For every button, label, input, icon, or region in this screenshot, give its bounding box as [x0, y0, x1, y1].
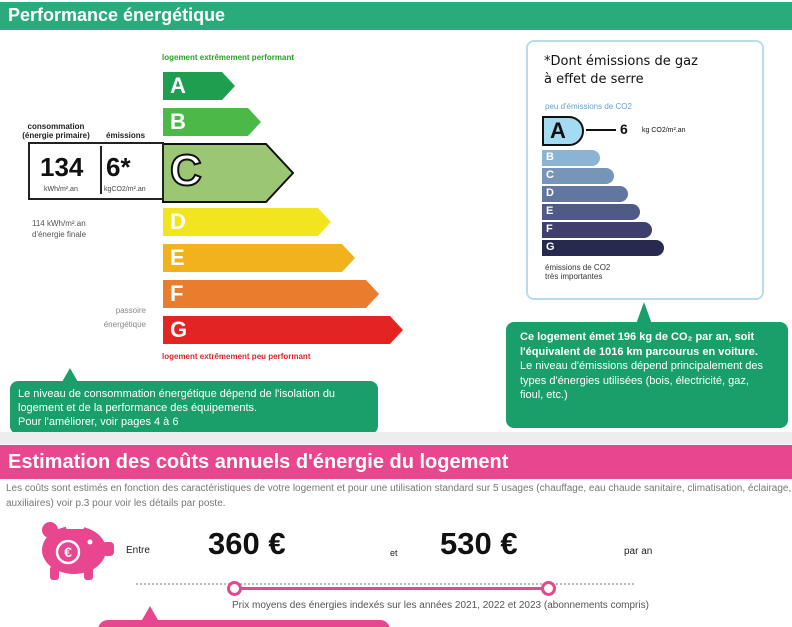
energy-class-letter: G — [170, 317, 188, 342]
energy-class-f — [162, 279, 380, 309]
energy-class-letter: F — [170, 281, 184, 306]
ges-class-c — [542, 168, 614, 184]
energy-class-e — [162, 243, 356, 273]
ges-class-letter: E — [546, 205, 554, 217]
energy-class-letter: C — [170, 146, 202, 195]
consumption-value: 134 — [40, 152, 84, 182]
range-start-marker — [227, 581, 242, 596]
ges-title: *Dont émissions de gaz à effet de serre — [544, 54, 698, 87]
ges-class-e — [542, 204, 640, 220]
callout-pointer — [636, 302, 652, 324]
energy-class-letter: B — [170, 109, 186, 134]
ges-class-f — [542, 222, 652, 238]
per-year-label: par an — [624, 546, 653, 557]
consumption-label: consommation (énergie primaire) — [22, 122, 90, 140]
callout-pointer — [142, 606, 158, 620]
range-bar — [234, 587, 548, 590]
passoire-label: passoire énergétique — [103, 306, 146, 329]
energy-class-g — [162, 315, 404, 345]
emissions-value: 6* — [106, 152, 131, 182]
ges-class-a — [542, 116, 584, 146]
energy-class-letter: D — [170, 209, 186, 234]
ges-class-letter: A — [550, 118, 566, 143]
consumption-note: Le niveau de consommation énergétique dépend de l'isolation du logement et de la performance des équipements. — [18, 388, 336, 414]
improve-note: Pour l'améliorer, voir pages 4 à 6 — [18, 416, 179, 428]
callout-pointer — [62, 368, 78, 382]
ges-bottom-label: émissions de CO2 très importantes — [545, 263, 611, 281]
rating-divider — [100, 146, 102, 194]
final-energy-note: 114 kWh/m².an d'énergie finale — [32, 219, 87, 239]
costs-callout — [98, 620, 390, 627]
consumption-unit: kWh/m².an — [44, 186, 78, 193]
energy-class-a — [162, 71, 236, 101]
piggy-bank-euro-icon — [32, 520, 116, 582]
range-end-marker — [541, 581, 556, 596]
energy-class-d — [162, 207, 332, 237]
and-label: et — [390, 548, 398, 558]
emissions-callout — [506, 322, 788, 428]
ges-current-unit: kg CO2/m².an — [642, 127, 686, 134]
ges-class-letter: F — [546, 223, 553, 235]
energy-class-b — [162, 107, 262, 137]
emissions-label: émissions — [106, 131, 146, 140]
section-separator — [0, 432, 792, 444]
scale-bottom-label: logement extrêmement peu performant — [162, 352, 311, 361]
svg-text:€: € — [64, 544, 72, 560]
cost-low: 360 € — [208, 526, 286, 561]
energy-class-c — [162, 143, 294, 203]
section-title: Performance énergétique — [8, 5, 226, 25]
section-header-performance — [0, 2, 792, 30]
ges-current-value: 6 — [620, 121, 628, 137]
emissions-note-line1: Ce logement émet 196 kg de CO₂ par an, soit l'équivalent de 1016 km parcourus en voiture. — [520, 331, 758, 358]
costs-intro: Les coûts sont estimés en fonction des caractéristiques de votre logement et pour une utilisation standard sur 5 usages (chauffage, eau chaude sanitaire, climatisation, éclairage, auxiliaires) voir p.3 pour voir les détails par poste. — [6, 483, 792, 509]
ges-class-d — [542, 186, 628, 202]
prices-note: Prix moyens des énergies indexés sur les années 2021, 2022 et 2023 (abonnements compris) — [232, 600, 649, 611]
energy-class-letter: E — [170, 245, 185, 270]
scale-top-label: logement extrêmement performant — [162, 53, 295, 62]
consumption-callout — [10, 381, 378, 434]
emissions-note-line2: Le niveau d'émissions dépend principalement des types d'énergies utilisées (bois, électricité, gaz, fioul, etc.) — [520, 360, 764, 401]
emissions-unit: kgCO2/m².an — [104, 186, 146, 193]
ges-class-letter: C — [546, 169, 554, 181]
section-header-costs — [0, 445, 792, 479]
ges-class-letter: G — [546, 241, 555, 253]
ges-indicator-line — [586, 129, 616, 131]
ges-class-g — [542, 240, 664, 256]
cost-high: 530 € — [440, 526, 518, 561]
ges-top-label: peu d'émissions de CO2 — [545, 102, 632, 111]
between-label: Entre — [126, 545, 150, 556]
section-title: Estimation des coûts annuels d'énergie du logement — [8, 451, 509, 473]
range-track — [136, 583, 634, 585]
ges-class-letter: B — [546, 151, 554, 163]
ges-class-b — [542, 150, 600, 166]
ges-class-letter: D — [546, 187, 554, 199]
energy-class-letter: A — [170, 73, 186, 98]
